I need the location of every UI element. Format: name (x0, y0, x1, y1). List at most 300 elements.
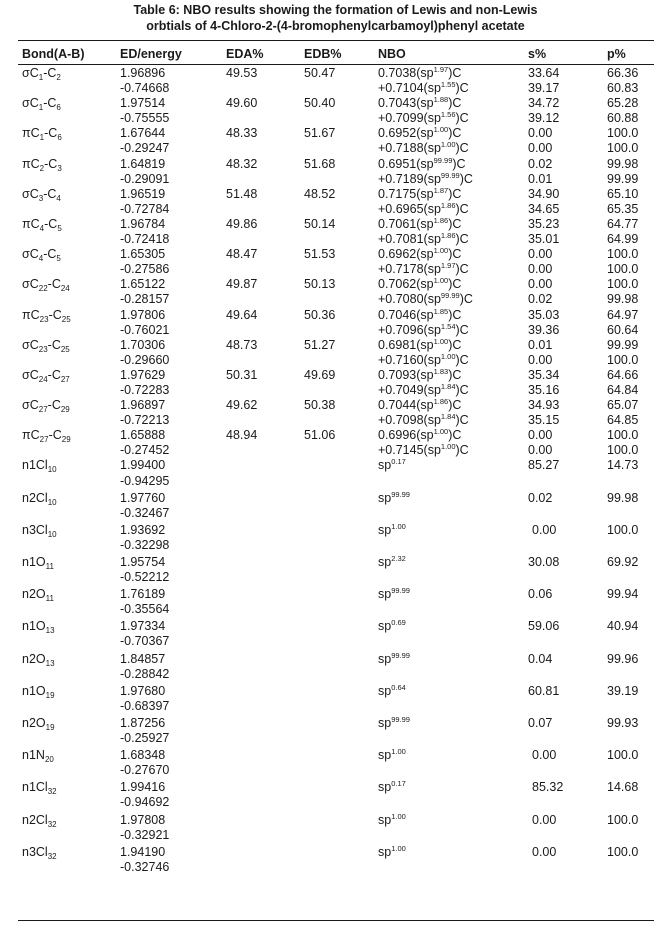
caption-line-2: orbtials of 4-Chloro-2-(4-bromophenylcarbamoyl)phenyl acetate (146, 19, 525, 33)
eda-value: 49.60 (226, 96, 258, 111)
nbo-cell (378, 684, 528, 714)
energy-value: -0.29660 (120, 352, 170, 367)
energy-value: -0.32467 (120, 505, 170, 520)
s-b: 0.00 (528, 443, 553, 458)
caption-line-1: Table 6: NBO results showing the formation of Lewis and non-Lewis (133, 3, 538, 17)
s-percent-cell (528, 748, 607, 778)
ed-value: 1.65305 (120, 247, 166, 262)
table-row (22, 157, 655, 187)
table-row (22, 66, 655, 96)
p-value: 99.98 (607, 490, 639, 505)
energy-value: -0.70367 (120, 634, 170, 649)
nbo-cell (378, 813, 528, 843)
eda-cell (226, 308, 304, 338)
s-b: 0.01 (528, 171, 553, 186)
ed-value: 1.93692 (120, 522, 166, 537)
s-a: 35.23 (528, 216, 560, 231)
bond-cell (22, 428, 120, 458)
lone-pair-label: $n3Cl_{10}$ (22, 522, 57, 539)
s-b: 35.15 (528, 413, 560, 428)
edb-cell (304, 217, 378, 247)
nbo-a: $0.6981(sp^{1.00})C$ (378, 336, 462, 352)
p-percent-cell (607, 587, 655, 617)
eda-cell (226, 523, 304, 553)
p-percent-cell (607, 187, 655, 217)
ed-value: 1.67644 (120, 126, 166, 141)
nbo-cell (378, 780, 528, 810)
nbo-cell (378, 247, 528, 277)
eda-cell (226, 187, 304, 217)
nbo-cell (378, 398, 528, 428)
nbo-cell (378, 217, 528, 247)
ed-value: 1.76189 (120, 587, 166, 602)
nbo-cell (378, 458, 528, 488)
edb-cell (304, 684, 378, 714)
nbo-hybrid: $sp^{2.32}$ (378, 554, 406, 569)
eda-cell (226, 813, 304, 843)
eda-value: 49.64 (226, 307, 258, 322)
p-a: 99.98 (607, 156, 639, 171)
bond-cell (22, 308, 120, 338)
p-percent-cell (607, 338, 655, 368)
p-percent-cell (607, 619, 655, 649)
bond-cell (22, 780, 120, 810)
s-a: 0.00 (528, 277, 553, 292)
p-a: 65.28 (607, 96, 639, 111)
energy-value: -0.29091 (120, 171, 170, 186)
p-percent-cell (607, 247, 655, 277)
p-b: 100.0 (607, 262, 639, 277)
p-percent-cell (607, 277, 655, 307)
edb-value: 51.27 (304, 337, 336, 352)
p-b: 60.88 (607, 111, 639, 126)
s-b: 39.36 (528, 322, 560, 337)
bond-cell (22, 555, 120, 585)
nbo-cell (378, 308, 528, 338)
edb-cell (304, 780, 378, 810)
nbo-a: $0.7093(sp^{1.83})C$ (378, 366, 462, 382)
s-percent-cell (528, 126, 607, 156)
p-percent-cell (607, 368, 655, 398)
energy-value: -0.25927 (120, 731, 170, 746)
bond-cell (22, 684, 120, 714)
s-percent-cell (528, 716, 607, 746)
s-a: 33.64 (528, 66, 560, 80)
s-percent-cell (528, 555, 607, 585)
nbo-cell (378, 716, 528, 746)
eda-cell (226, 780, 304, 810)
eda-cell (226, 845, 304, 875)
s-percent-cell (528, 587, 607, 617)
energy-value: -0.29247 (120, 141, 170, 156)
p-percent-cell (607, 748, 655, 778)
edb-cell (304, 813, 378, 843)
s-percent-cell (528, 217, 607, 247)
bond-cell (22, 458, 120, 488)
energy-value: -0.68397 (120, 698, 170, 713)
edb-value: 48.52 (304, 186, 336, 201)
table-row (22, 398, 655, 428)
bond-label: $\pi C_2-C_3$ (22, 156, 62, 173)
ed-energy-cell (120, 308, 226, 338)
edb-value: 50.14 (304, 216, 336, 231)
edb-cell (304, 66, 378, 96)
edb-value: 50.47 (304, 66, 336, 80)
table-row (22, 684, 655, 714)
nbo-cell (378, 555, 528, 585)
edb-cell (304, 845, 378, 875)
nbo-hybrid: $sp^{0.17}$ (378, 779, 406, 795)
bond-label: $\sigma C_3-C_4$ (22, 186, 61, 203)
eda-cell (226, 587, 304, 617)
bond-label: $\pi C_{23}-C_{25}$ (22, 307, 71, 324)
edb-value: 51.68 (304, 156, 336, 171)
p-value: 99.93 (607, 715, 639, 730)
p-b: 65.35 (607, 201, 639, 216)
eda-value: 49.53 (226, 66, 258, 80)
s-value: 0.06 (528, 587, 553, 602)
bond-label: $\pi C_1-C_6$ (22, 126, 62, 143)
nbo-b: $+0.7080(sp^{99.99})C$ (378, 291, 473, 307)
p-percent-cell (607, 458, 655, 488)
energy-value: -0.32746 (120, 859, 170, 874)
p-percent-cell (607, 652, 655, 682)
ed-energy-cell (120, 780, 226, 810)
energy-value: -0.32298 (120, 537, 170, 552)
p-percent-cell (607, 157, 655, 187)
nbo-cell (378, 338, 528, 368)
nbo-hybrid: $sp^{0.17}$ (378, 457, 406, 473)
table-row (22, 587, 655, 617)
top-rule (18, 40, 654, 41)
eda-cell (226, 555, 304, 585)
bond-cell (22, 157, 120, 187)
energy-value: -0.27586 (120, 262, 170, 277)
nbo-cell (378, 126, 528, 156)
nbo-cell (378, 96, 528, 126)
spacer-cell (22, 875, 120, 877)
nbo-cell (378, 368, 528, 398)
edb-cell (304, 157, 378, 187)
energy-value: -0.72283 (120, 382, 170, 397)
edb-cell (304, 458, 378, 488)
s-b: 39.12 (528, 111, 560, 126)
energy-value: -0.32921 (120, 827, 170, 842)
s-value: 0.00 (532, 748, 557, 763)
ed-value: 1.97514 (120, 96, 166, 111)
s-a: 35.34 (528, 367, 560, 382)
s-a: 0.00 (528, 247, 553, 262)
bond-cell (22, 277, 120, 307)
eda-cell (226, 96, 304, 126)
ed-value: 1.95754 (120, 555, 166, 569)
ed-energy-cell (120, 368, 226, 398)
ed-value: 1.64819 (120, 156, 166, 171)
ed-energy-cell (120, 428, 226, 458)
eda-cell (226, 368, 304, 398)
ed-value: 1.65888 (120, 428, 166, 443)
energy-value: -0.35564 (120, 602, 170, 617)
bond-cell (22, 338, 120, 368)
p-b: 99.98 (607, 292, 639, 307)
bond-cell (22, 126, 120, 156)
bond-label: $\sigma C_4-C_5$ (22, 247, 61, 264)
nbo-a: $0.7038(sp^{1.97})C$ (378, 65, 462, 80)
ed-value: 1.96784 (120, 216, 166, 231)
nbo-b: $+0.7189(sp^{99.99})C$ (378, 170, 473, 186)
nbo-cell (378, 748, 528, 778)
edb-cell (304, 187, 378, 217)
nbo-a: $0.7046(sp^{1.85})C$ (378, 306, 462, 322)
table-row (22, 491, 655, 521)
s-percent-cell (528, 66, 607, 96)
s-percent-cell (528, 398, 607, 428)
edb-cell (304, 491, 378, 521)
eda-cell (226, 748, 304, 778)
p-percent-cell (607, 217, 655, 247)
energy-value: -0.72213 (120, 413, 170, 428)
s-a: 34.72 (528, 96, 560, 111)
eda-cell (226, 684, 304, 714)
p-percent-cell (607, 523, 655, 553)
row-spacer (22, 875, 655, 877)
eda-cell (226, 652, 304, 682)
energy-value: -0.28157 (120, 292, 170, 307)
nbo-cell (378, 491, 528, 521)
table-row (22, 619, 655, 649)
p-b: 64.99 (607, 232, 639, 247)
eda-value: 48.33 (226, 126, 258, 141)
s-percent-cell (528, 428, 607, 458)
ed-energy-cell (120, 277, 226, 307)
lone-pair-label: $n1Cl_{32}$ (22, 780, 57, 797)
s-b: 0.02 (528, 292, 553, 307)
energy-value: -0.72784 (120, 201, 170, 216)
nbo-b: $+0.7049(sp^{1.84})C$ (378, 381, 469, 397)
table-row (22, 428, 655, 458)
s-value: 0.00 (532, 844, 557, 859)
s-value: 85.27 (528, 458, 560, 473)
lone-pair-label: $n2O_{13}$ (22, 651, 55, 668)
edb-cell (304, 308, 378, 338)
p-value: 100.0 (607, 812, 639, 827)
nbo-b: $+0.7098(sp^{1.84})C$ (378, 412, 469, 428)
p-a: 100.0 (607, 277, 639, 292)
p-a: 99.99 (607, 337, 639, 352)
s-b: 0.00 (528, 141, 553, 156)
nbo-hybrid: $sp^{99.99}$ (378, 650, 410, 666)
eda-cell (226, 66, 304, 96)
table-row (22, 308, 655, 338)
table-row (22, 217, 655, 247)
table-row (22, 277, 655, 307)
ed-value: 1.87256 (120, 715, 166, 730)
table-row (22, 523, 655, 553)
bottom-rule (18, 920, 654, 921)
nbo-a: $0.6951(sp^{99.99})C$ (378, 155, 466, 171)
s-percent-cell (528, 277, 607, 307)
table-row (22, 716, 655, 746)
p-a: 65.07 (607, 398, 639, 413)
eda-value: 48.73 (226, 337, 258, 352)
s-percent-cell (528, 247, 607, 277)
ed-energy-cell (120, 187, 226, 217)
table-row (22, 126, 655, 156)
bond-cell (22, 813, 120, 843)
p-value: 39.19 (607, 683, 639, 698)
p-value: 100.0 (607, 844, 639, 859)
p-percent-cell (607, 308, 655, 338)
p-a: 64.97 (607, 307, 639, 322)
s-percent-cell (528, 308, 607, 338)
eda-cell (226, 458, 304, 488)
bond-label: $\sigma C_{27}-C_{29}$ (22, 398, 70, 415)
s-percent-cell (528, 684, 607, 714)
bond-cell (22, 523, 120, 553)
nbo-hybrid: $sp^{1.00}$ (378, 811, 406, 827)
nbo-a: $0.7062(sp^{1.00})C$ (378, 276, 462, 292)
nbo-b: $+0.7160(sp^{1.00})C$ (378, 351, 469, 367)
ed-value: 1.99416 (120, 780, 166, 795)
nbo-a: $0.7061(sp^{1.86})C$ (378, 215, 462, 231)
ed-value: 1.97808 (120, 812, 166, 827)
edb-cell (304, 523, 378, 553)
ed-value: 1.97680 (120, 683, 166, 698)
nbo-hybrid: $sp^{99.99}$ (378, 489, 410, 505)
ed-energy-cell (120, 126, 226, 156)
table-row (22, 652, 655, 682)
lone-pair-label: $n1O_{19}$ (22, 683, 55, 700)
table-row (22, 187, 655, 217)
p-a: 65.10 (607, 186, 639, 201)
nbo-b: $+0.7104(sp^{1.55})C$ (378, 80, 469, 96)
p-value: 100.0 (607, 748, 639, 763)
bond-cell (22, 66, 120, 96)
bond-label: $\pi C_4-C_5$ (22, 216, 62, 233)
ed-energy-cell (120, 652, 226, 682)
ed-energy-cell (120, 748, 226, 778)
ed-energy-cell (120, 491, 226, 521)
s-b: 39.17 (528, 81, 560, 96)
bond-cell (22, 187, 120, 217)
eda-cell (226, 716, 304, 746)
eda-value: 49.87 (226, 277, 258, 292)
energy-value: -0.52212 (120, 570, 170, 585)
ed-energy-cell (120, 96, 226, 126)
bond-cell (22, 845, 120, 875)
p-b: 100.0 (607, 352, 639, 367)
s-b: 0.00 (528, 352, 553, 367)
lone-pair-label: $n1Cl_{10}$ (22, 458, 57, 475)
s-value: 0.02 (528, 490, 553, 505)
nbo-cell (378, 845, 528, 875)
p-b: 100.0 (607, 141, 639, 156)
p-a: 100.0 (607, 247, 639, 262)
s-value: 0.00 (532, 522, 557, 537)
ed-energy-cell (120, 217, 226, 247)
nbo-cell (378, 157, 528, 187)
edb-cell (304, 398, 378, 428)
edb-cell (304, 587, 378, 617)
p-a: 100.0 (607, 428, 639, 443)
eda-cell (226, 217, 304, 247)
ed-energy-cell (120, 398, 226, 428)
p-a: 66.36 (607, 66, 639, 80)
p-percent-cell (607, 398, 655, 428)
edb-value: 50.38 (304, 398, 336, 413)
bond-label: $\sigma C_{22}-C_{24}$ (22, 277, 70, 294)
ed-energy-cell (120, 66, 226, 96)
edb-cell (304, 368, 378, 398)
lone-pair-label: $n2Cl_{32}$ (22, 812, 57, 829)
edb-cell (304, 619, 378, 649)
energy-value: -0.27670 (120, 763, 170, 778)
table-row (22, 845, 655, 875)
ed-value: 1.99400 (120, 458, 166, 473)
s-value: 30.08 (528, 555, 560, 569)
p-b: 99.99 (607, 171, 639, 186)
s-percent-cell (528, 157, 607, 187)
bond-label: $\sigma C_{23}-C_{25}$ (22, 337, 70, 354)
ed-energy-cell (120, 157, 226, 187)
nbo-a: $0.6952(sp^{1.00})C$ (378, 125, 462, 141)
edb-cell (304, 338, 378, 368)
nbo-a: $0.6962(sp^{1.00})C$ (378, 246, 462, 262)
nbo-cell (378, 523, 528, 553)
s-percent-cell (528, 96, 607, 126)
lone-pair-label: $n2O_{11}$ (22, 587, 54, 604)
s-b: 34.65 (528, 201, 560, 216)
ed-energy-cell (120, 716, 226, 746)
p-a: 64.66 (607, 367, 639, 382)
p-value: 100.0 (607, 522, 639, 537)
s-percent-cell (528, 652, 607, 682)
header-p-percent: p% (607, 47, 626, 61)
nbo-a: $0.7044(sp^{1.86})C$ (378, 397, 462, 413)
p-percent-cell (607, 716, 655, 746)
s-value: 85.32 (532, 780, 564, 795)
table-row (22, 458, 655, 488)
p-b: 64.84 (607, 382, 639, 397)
s-a: 0.00 (528, 428, 553, 443)
eda-value: 48.94 (226, 428, 258, 443)
ed-value: 1.97334 (120, 619, 166, 634)
ed-value: 1.65122 (120, 277, 166, 292)
edb-value: 51.67 (304, 126, 336, 141)
header-nbo: NBO (378, 47, 406, 61)
s-value: 0.07 (528, 715, 553, 730)
edb-value: 49.69 (304, 367, 336, 382)
eda-cell (226, 157, 304, 187)
p-a: 100.0 (607, 126, 639, 141)
bond-cell (22, 716, 120, 746)
nbo-b: $+0.7099(sp^{1.56})C$ (378, 110, 469, 126)
ed-value: 1.97629 (120, 367, 166, 382)
s-a: 34.90 (528, 186, 560, 201)
s-b: 35.16 (528, 382, 560, 397)
p-value: 69.92 (607, 555, 639, 569)
nbo-hybrid: $sp^{1.00}$ (378, 843, 406, 859)
ed-value: 1.96896 (120, 66, 166, 80)
eda-cell (226, 247, 304, 277)
p-value: 40.94 (607, 619, 639, 634)
p-percent-cell (607, 813, 655, 843)
edb-cell (304, 96, 378, 126)
bond-cell (22, 247, 120, 277)
edb-value: 50.36 (304, 307, 336, 322)
energy-value: -0.76021 (120, 322, 170, 337)
nbo-a: $0.7043(sp^{1.88})C$ (378, 95, 462, 111)
